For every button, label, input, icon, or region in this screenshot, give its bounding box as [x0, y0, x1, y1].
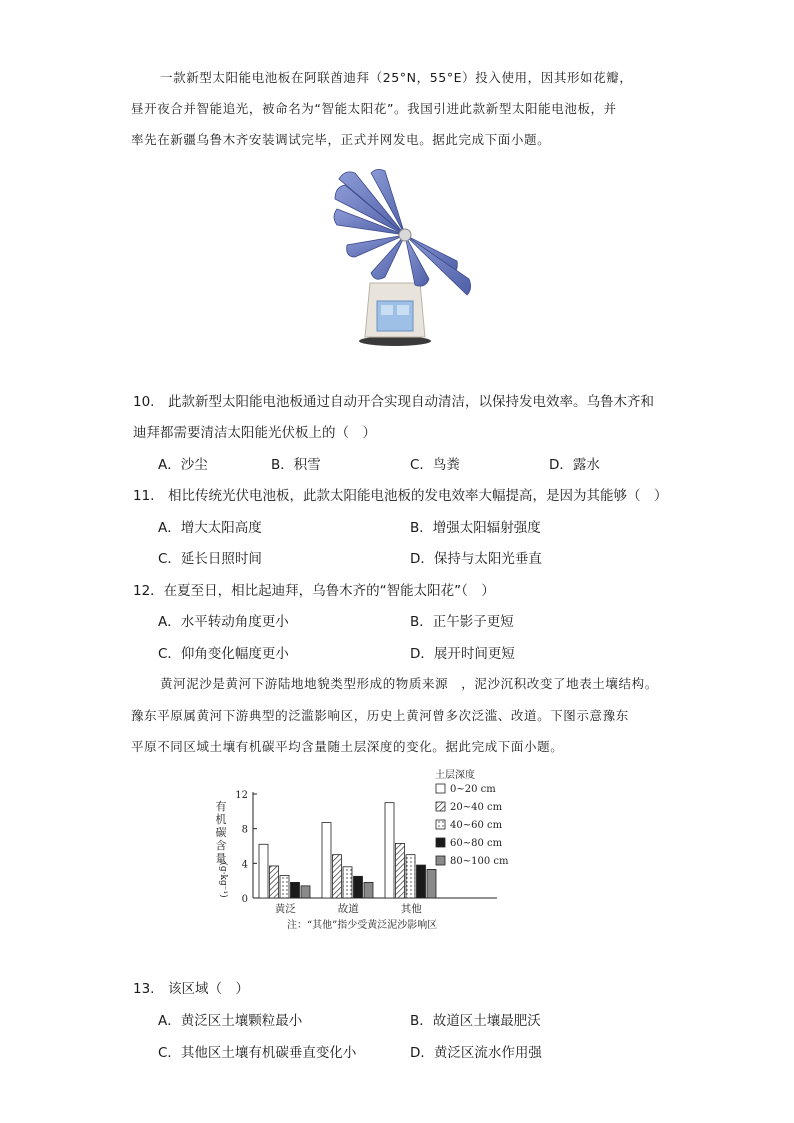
y-tick-label: 12 — [235, 790, 248, 801]
y-tick-label: 4 — [241, 859, 248, 871]
legend-swatch — [436, 784, 445, 793]
q12-option-c[interactable]: C．仰角变化幅度更小 — [158, 646, 289, 662]
bar-黄泛-20~40 cm — [270, 866, 279, 898]
bar-故道-40~60 cm — [343, 867, 352, 898]
y-label-char: 机 — [215, 813, 227, 826]
intro1-line1: 一款新型太阳能电池板在阿联酋迪拜（25°N，55°E）投入使用，因其形如花瓣， — [160, 70, 633, 85]
legend-swatch — [436, 820, 445, 829]
q13-option-c[interactable]: C．其他区土壤有机碳垂直变化小 — [158, 1045, 357, 1061]
q11-stem: 11. 相比传统光伏电池板，此款太阳能电池板的发电效率大幅提高，是因为其能够（ ） — [133, 488, 668, 504]
y-label-unit: (g·kg⁻¹) — [218, 862, 228, 898]
bar-黄泛-80~100 cm — [301, 886, 310, 898]
category-label: 黄泛 — [274, 903, 296, 915]
y-label-char: 碳 — [215, 826, 227, 839]
legend-swatch — [436, 838, 445, 847]
bar-其他-60~80 cm — [417, 865, 426, 898]
q13-option-d[interactable]: D．黄泛区流水作用强 — [410, 1045, 542, 1061]
legend-label: 40~60 cm — [450, 820, 503, 831]
y-label-char: 量 — [215, 852, 227, 865]
q10-option-b[interactable]: B．积雪 — [271, 457, 321, 473]
q10-stem-line2: 迪拜都需要清洁太阳能光伏板上的（ ） — [133, 425, 376, 441]
legend-swatch — [436, 802, 445, 811]
intro1-line2: 昼开夜合并智能追光，被命名为“智能太阳花”。我国引进此款新型太阳能电池板，并 — [131, 101, 617, 116]
bar-其他-40~60 cm — [406, 855, 415, 898]
bar-故道-0~20 cm — [322, 823, 331, 898]
intro2-line1: 黄河泥沙是黄河下游陆地地貌类型形成的物质来源 ，泥沙沉积改变了地表土壤结构。 — [160, 676, 658, 691]
q12-stem: 12．在夏至日，相比起迪拜，乌鲁木齐的“智能太阳花”（ ） — [133, 583, 495, 599]
intro1-line3: 率先在新疆乌鲁木齐安装调试完毕，正式并网发电。据此完成下面小题。 — [131, 132, 551, 147]
category-labels — [275, 902, 422, 915]
y-label-char: 有 — [215, 800, 227, 813]
q12-option-a[interactable]: A．水平转动角度更小 — [158, 614, 289, 630]
hub — [399, 229, 411, 241]
q13-stem: 13. 该区域（ ） — [133, 981, 249, 997]
bar-故道-60~80 cm — [354, 876, 363, 898]
y-axis-label — [216, 800, 230, 898]
smart-solar-flower-image — [325, 165, 475, 347]
bar-其他-80~100 cm — [427, 869, 436, 898]
q11-option-b[interactable]: B．增强太阳辐射强度 — [410, 520, 541, 536]
bar-黄泛-60~80 cm — [291, 882, 300, 898]
chart-bars — [259, 803, 436, 898]
y-label-char: 含 — [215, 839, 227, 852]
legend-label: 80~100 cm — [450, 856, 509, 867]
bar-黄泛-40~60 cm — [280, 875, 289, 898]
bar-故道-80~100 cm — [364, 882, 373, 898]
chart-note: 注：“其他”指少受黄泛泥沙影响区 — [287, 920, 438, 931]
intro2-line2: 豫东平原属黄河下游典型的泛滥影响区，历史上黄河曾多次泛滥、改道。下图示意豫东 — [131, 708, 629, 723]
legend-swatch — [436, 856, 445, 865]
legend-label: 60~80 cm — [450, 838, 503, 849]
q12-option-b[interactable]: B．正午影子更短 — [410, 614, 514, 630]
q11-option-c[interactable]: C．延长日照时间 — [158, 551, 262, 567]
chart-legend — [435, 768, 509, 867]
q10-stem-line1: 10. 此款新型太阳能电池板通过自动开合实现自动清洁，以保持发电效率。乌鲁木齐和 — [133, 394, 654, 410]
legend-label: 0~20 cm — [450, 784, 496, 795]
q11-option-d[interactable]: D．保持与太阳光垂直 — [410, 551, 542, 567]
legend-title: 土层深度 — [435, 770, 475, 781]
y-tick-label: 8 — [241, 824, 248, 836]
intro2-line3: 平原不同区域土壤有机碳平均含量随土层深度的变化。据此完成下面小题。 — [131, 739, 564, 754]
bar-其他-20~40 cm — [396, 843, 405, 898]
q10-option-c[interactable]: C．鸟粪 — [410, 457, 460, 473]
q13-option-b[interactable]: B．故道区土壤最肥沃 — [410, 1013, 541, 1029]
q13-option-a[interactable]: A．黄泛区土壤颗粒最小 — [158, 1013, 303, 1029]
q11-option-a[interactable]: A．增大太阳高度 — [158, 520, 262, 536]
q12-option-d[interactable]: D．展开时间更短 — [410, 646, 515, 662]
legend-label: 20~40 cm — [450, 802, 503, 813]
soil-carbon-chart — [205, 768, 525, 936]
bar-黄泛-0~20 cm — [259, 844, 268, 898]
bar-其他-0~20 cm — [385, 803, 394, 898]
y-tick-label: 0 — [241, 894, 248, 905]
q10-option-d[interactable]: D．露水 — [549, 457, 600, 473]
q10-option-a[interactable]: A．沙尘 — [158, 457, 208, 473]
bar-故道-20~40 cm — [333, 855, 342, 898]
category-label: 故道 — [337, 903, 359, 915]
category-label: 其他 — [400, 903, 422, 915]
